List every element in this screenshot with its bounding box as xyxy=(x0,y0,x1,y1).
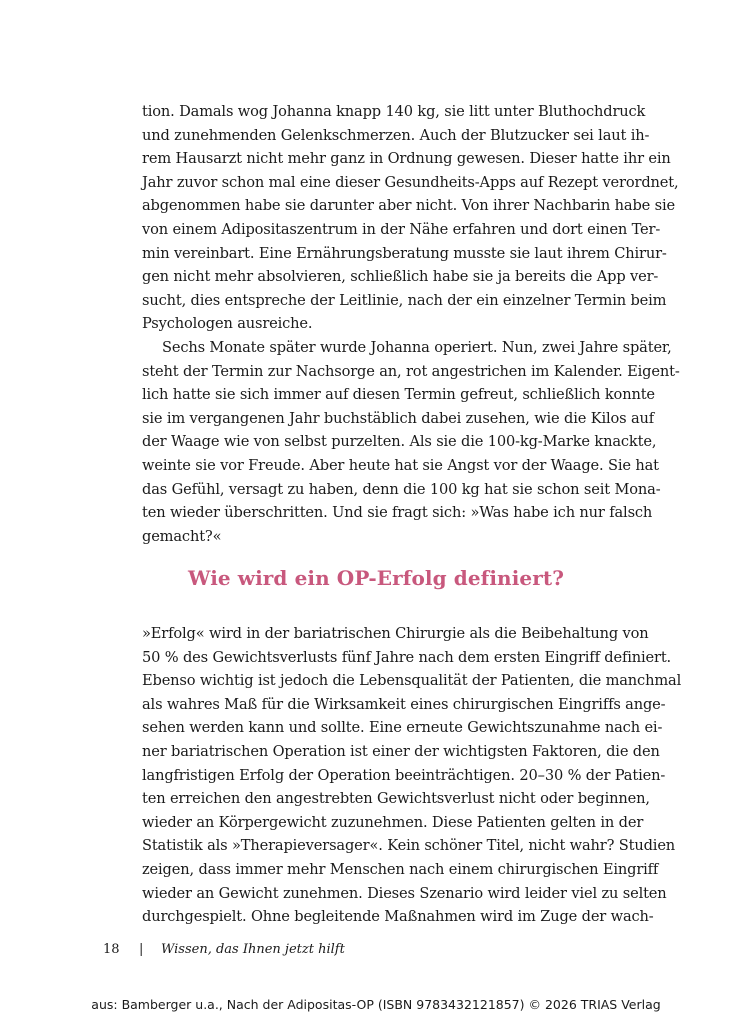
text-line: der Waage wie von selbst purzelten. Als sie die 100-kg-Marke knackte, xyxy=(142,433,657,451)
text-line: sucht, dies entspreche der Leitlinie, nach der ein einzelner Termin beim xyxy=(142,291,667,309)
text-line: gen nicht mehr absolvieren, schließlich habe sie ja bereits die App ver- xyxy=(142,268,659,286)
text-line: 50 % des Gewichtsverlusts fünf Jahre nach dem ersten Eingriff definiert. xyxy=(142,648,672,666)
body-text-bottom xyxy=(142,622,682,929)
text-line: rem Hausarzt nicht mehr ganz in Ordnung gewesen. Dieser hatte ihr ein xyxy=(142,150,671,168)
footer-separator: | xyxy=(139,942,144,957)
paragraph xyxy=(142,336,680,548)
text-line: Jahr zuvor schon mal eine dieser Gesundheits-Apps auf Rezept verordnet, xyxy=(142,173,679,191)
text-line: min vereinbart. Eine Ernährungsberatung musste sie laut ihrem Chirur- xyxy=(142,244,667,262)
text-line: ner bariatrischen Operation ist einer der wichtigsten Faktoren, die den xyxy=(142,742,660,760)
body-text-top xyxy=(142,100,680,548)
text-line: durchgespielt. Ohne begleitende Maßnahmen wird im Zuge der wach- xyxy=(142,908,654,926)
paragraph xyxy=(142,622,682,929)
text-line: »Erfolg« wird in der bariatrischen Chirurgie als die Beibehaltung von xyxy=(142,625,649,642)
text-line: das Gefühl, versagt zu haben, denn die 100 kg hat sie schon seit Mona- xyxy=(142,480,661,498)
text-line: steht der Termin zur Nachsorge an, rot angestrichen im Kalender. Eigent- xyxy=(142,362,680,380)
text-line: gemacht?« xyxy=(142,527,222,545)
text-line: wieder an Gewicht zunehmen. Dieses Szenario wird leider viel zu selten xyxy=(142,884,667,902)
text-line: und zunehmenden Gelenkschmerzen. Auch der Blutzucker sei laut ih- xyxy=(142,126,650,144)
text-line: Psychologen ausreiche. xyxy=(142,315,313,333)
section-heading: Wie wird ein OP-Erfolg definiert? xyxy=(187,566,565,590)
text-line: sehen werden kann und sollte. Eine erneute Gewichtszunahme nach ei- xyxy=(142,719,663,737)
text-line: ten erreichen den angestrebten Gewichtsverlust nicht oder beginnen, xyxy=(142,790,650,808)
text-line: abgenommen habe sie darunter aber nicht. Von ihrer Nachbarin habe sie xyxy=(142,197,675,215)
text-line: lich hatte sie sich immer auf diesen Termin gefreut, schließlich konnte xyxy=(142,386,655,404)
text-line: ten wieder überschritten. Und sie fragt sich: »Was habe ich nur falsch xyxy=(142,504,653,522)
text-line: sie im vergangenen Jahr buchstäblich dabei zusehen, wie die Kilos auf xyxy=(142,409,655,427)
source-citation: aus: Bamberger u.a., Nach der Adipositas-OP (ISBN 9783432121857) © 2026 TRIAS Verlag xyxy=(91,997,661,1012)
text-line: als wahres Maß für die Wirksamkeit eines chirurgischen Eingriffs ange- xyxy=(142,695,666,713)
paragraph xyxy=(142,100,679,336)
text-line: wieder an Körpergewicht zuzunehmen. Diese Patienten gelten in der xyxy=(142,813,644,831)
text-line: von einem Adipositaszentrum in der Nähe erfahren und dort einen Ter- xyxy=(142,220,661,238)
text-line: weinte sie vor Freude. Aber heute hat sie Angst vor der Waage. Sie hat xyxy=(142,456,659,474)
page-number: 18 xyxy=(103,942,120,957)
running-title: Wissen, das Ihnen jetzt hilft xyxy=(161,942,345,957)
text-line: Sechs Monate später wurde Johanna operiert. Nun, zwei Jahre später, xyxy=(162,338,672,356)
text-line: langfristigen Erfolg der Operation beeinträchtigen. 20–30 % der Patien- xyxy=(142,766,666,784)
page-footer xyxy=(103,942,345,957)
text-line: Statistik als »Therapieversager«. Kein schöner Titel, nicht wahr? Studien xyxy=(142,837,676,855)
text-line: Ebenso wichtig ist jedoch die Lebensqualität der Patienten, die manchmal xyxy=(142,672,682,690)
text-line: zeigen, dass immer mehr Menschen nach einem chirurgischen Eingriff xyxy=(142,860,659,878)
text-line: tion. Damals wog Johanna knapp 140 kg, sie litt unter Bluthochdruck xyxy=(142,103,646,120)
